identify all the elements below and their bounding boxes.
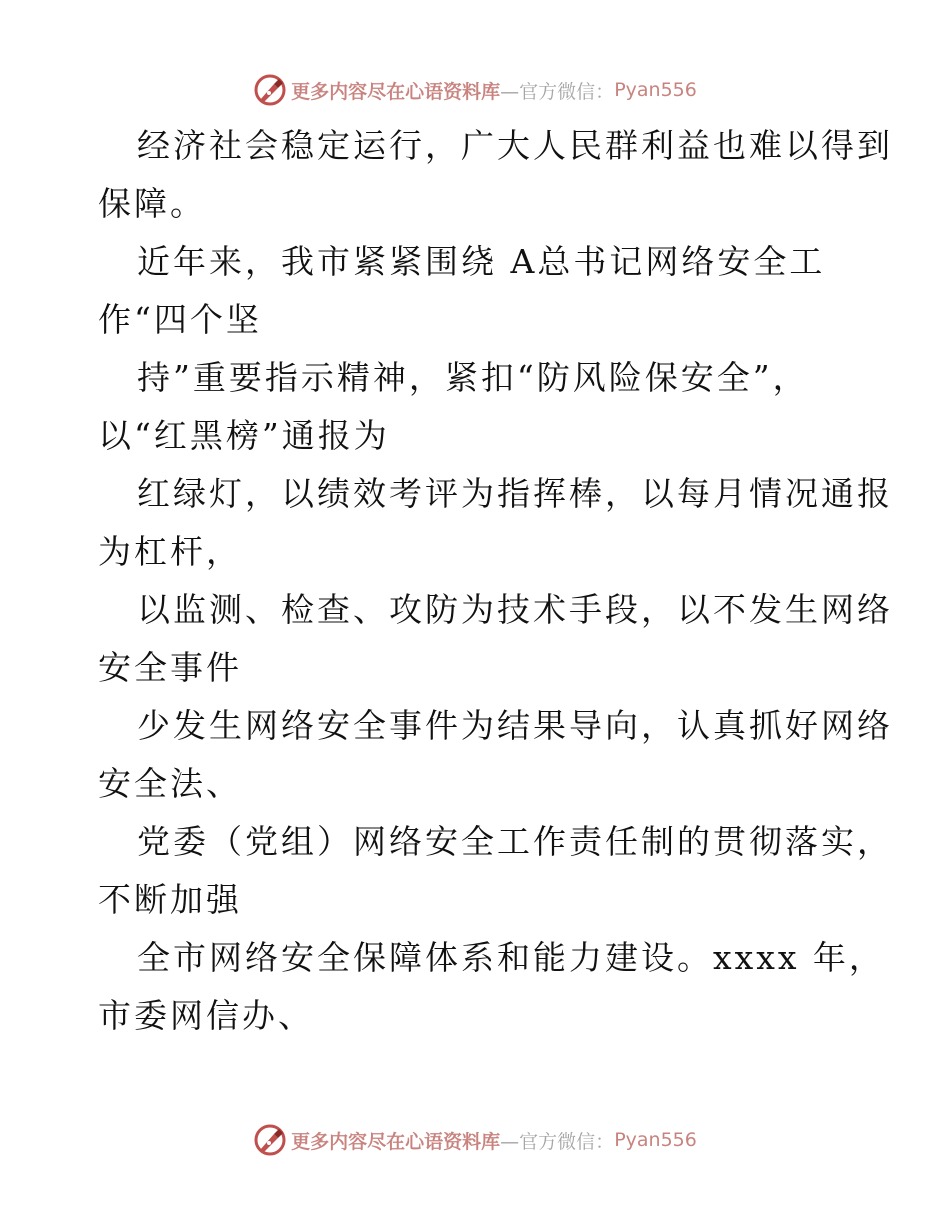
- body-line: 不断加强: [98, 880, 242, 919]
- pen-logo-icon: [253, 1123, 287, 1157]
- watermark-sub-text: —官方微信：: [500, 1130, 615, 1153]
- body-line: 以“红黑榜”通报为: [98, 416, 390, 455]
- watermark-sub-text: —官方微信：: [500, 80, 615, 103]
- body-line: 红绿灯，以绩效考评为指挥棒，以每月情况通报: [137, 474, 893, 513]
- watermark-wechat-id: Pyan556: [614, 1129, 697, 1151]
- body-line: 保障。: [98, 184, 206, 223]
- body-line: 经济社会稳定运行，广大人民群利益也难以得到: [137, 126, 893, 165]
- body-line: 以监测、检查、攻防为技术手段，以不发生网络: [137, 590, 893, 629]
- pen-logo-icon: [253, 73, 287, 107]
- body-line: 党委（党组）网络安全工作责任制的贯彻落实，: [137, 822, 893, 861]
- body-line: 持”重要指示精神，紧扣“防风险保安全”，: [137, 358, 809, 397]
- watermark-wechat-id: Pyan556: [614, 79, 697, 101]
- body-line: 安全法、: [98, 764, 242, 803]
- body-line: 近年来，我市紧紧围绕 A总书记网络安全工: [137, 242, 826, 281]
- header-watermark: [0, 70, 950, 110]
- body-line: 市委网信办、: [98, 996, 314, 1035]
- body-line: 作“四个坚: [98, 300, 262, 339]
- watermark-main-text: 更多内容尽在心语资料库: [291, 1130, 501, 1153]
- footer-watermark: [0, 1120, 950, 1160]
- watermark-main-text: 更多内容尽在心语资料库: [291, 80, 501, 103]
- body-line: 安全事件: [98, 648, 242, 687]
- body-line: 为杠杆，: [98, 532, 242, 571]
- body-line: 少发生网络安全事件为结果导向，认真抓好网络: [137, 706, 893, 745]
- body-line: 全市网络安全保障体系和能力建设。xxxx 年，: [137, 938, 885, 977]
